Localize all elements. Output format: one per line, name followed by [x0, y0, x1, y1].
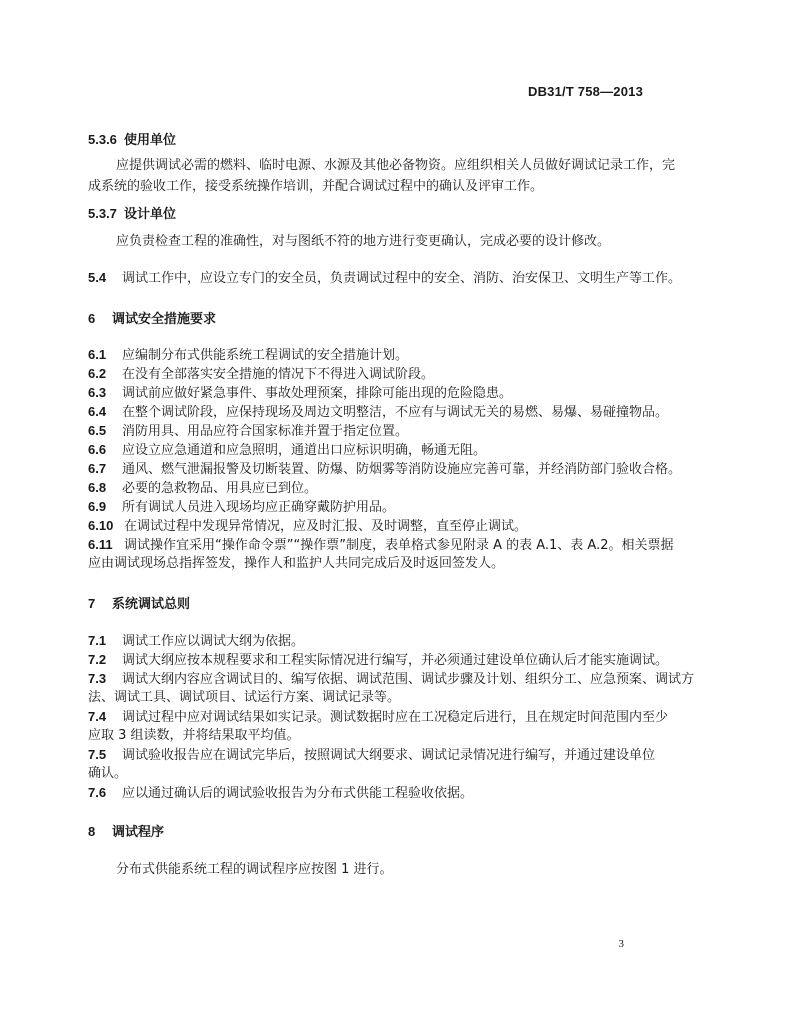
clause-text: 调试过程中应对调试结果如实记录。测试数据时应在工况稳定后进行，且在规定时间范围内至少	[122, 710, 669, 725]
clause-7-3-continuation: 法、调试工具、调试项目、试运行方案、调试记录等。	[88, 690, 401, 705]
clause-6-11-continuation: 应由调试现场总指挥签发，操作人和监护人共同完成后及时返回签发人。	[88, 556, 505, 571]
clause-7-1	[88, 633, 304, 650]
clause-text: 调试验收报告应在调试完毕后，按照调试大纲要求、调试记录情况进行编写，并通过建设单位	[122, 748, 656, 763]
clause-number: 5.4	[88, 270, 107, 285]
clause-6-7	[88, 461, 681, 478]
clause-text: 在调试过程中发现异常情况，应及时汇报、及时调整，直至停止调试。	[124, 519, 528, 534]
clause-text: 通风、燃气泄漏报警及切断装置、防爆、防烟雾等消防设施应完善可靠，并经消防部门验收合格。	[122, 462, 682, 477]
chapter-number: 8	[88, 824, 96, 839]
clause-text: 消防用具、用品应符合国家标准并置于指定位置。	[122, 424, 409, 439]
chapter-heading-8	[88, 824, 164, 841]
section-title: 设计单位	[124, 207, 177, 222]
chapter-number: 7	[88, 596, 96, 611]
clause-number: 7.4	[88, 709, 107, 724]
clause-6-3	[88, 385, 512, 402]
clause-number: 7.3	[88, 671, 107, 686]
chapter-heading-6	[88, 311, 216, 328]
clause-7-3	[88, 671, 694, 688]
clause-6-4	[88, 404, 668, 421]
clause-number: 6.3	[88, 385, 107, 400]
clause-number: 7.2	[88, 652, 107, 667]
clause-number: 6.2	[88, 366, 107, 381]
clause-number: 6.5	[88, 423, 107, 438]
clause-text: 所有调试人员进入现场均应正确穿戴防护用品。	[122, 500, 396, 515]
clause-text: 必要的急救物品、用具应已到位。	[122, 481, 318, 496]
paragraph-line: 成系统的验收工作，接受系统操作培训，并配合调试过程中的确认及评审工作。	[88, 179, 544, 194]
clause-6-10	[88, 518, 527, 535]
section-number: 5.3.7	[88, 206, 117, 221]
section-number: 5.3.6	[88, 132, 117, 147]
clause-number: 6.6	[88, 442, 107, 457]
clause-text: 调试大纲应按本规程要求和工程实际情况进行编写，并必须通过建设单位确认后才能实施调试。	[122, 653, 669, 668]
clause-6-9	[88, 499, 395, 516]
clause-7-4-continuation: 应取 3 组读数，并将结果取平均值。	[88, 728, 300, 743]
clause-text: 应以通过确认后的调试验收报告为分布式供能工程验收依据。	[122, 786, 474, 801]
clause-number: 7.1	[88, 633, 107, 648]
section-heading-5-3-6	[88, 132, 176, 149]
section-title: 使用单位	[124, 133, 177, 148]
section-heading-5-3-7	[88, 206, 176, 223]
paragraph-line: 应负责检查工程的准确性，对与图纸不符的地方进行变更确认，完成必要的设计修改。	[116, 234, 611, 249]
page-number: 3	[618, 938, 624, 950]
clause-number: 6.10	[88, 518, 114, 533]
clause-7-4	[88, 709, 668, 726]
chapter-heading-7	[88, 596, 190, 613]
clause-number: 6.4	[88, 404, 107, 419]
clause-7-6	[88, 785, 473, 802]
clause-7-5	[88, 747, 655, 764]
clause-7-2	[88, 652, 668, 669]
clause-text: 调试大纲内容应含调试目的、编写依据、调试范围、调试步骤及计划、组织分工、应急预案、调试方	[122, 672, 695, 687]
clause-number: 6.7	[88, 461, 107, 476]
clause-text: 应设立应急通道和应急照明，通道出口应标识明确，畅通无阻。	[122, 443, 487, 458]
clause-number: 6.9	[88, 499, 107, 514]
clause-number: 6.11	[88, 537, 113, 552]
paragraph-line: 分布式供能系统工程的调试程序应按图 1 进行。	[116, 862, 393, 877]
clause-6-5	[88, 423, 408, 440]
clause-number: 7.6	[88, 785, 107, 800]
clause-text: 在没有全部落实安全措施的情况下不得进入调试阶段。	[122, 367, 435, 382]
chapter-number: 6	[88, 311, 96, 326]
clause-5-4	[88, 270, 681, 287]
clause-7-5-continuation: 确认。	[88, 766, 128, 781]
clause-number: 6.1	[88, 347, 107, 362]
clause-text: 在整个调试阶段，应保持现场及周边文明整洁，不应有与调试无关的易燃、易爆、易碰撞物品。	[122, 405, 669, 420]
clause-text: 调试前应做好紧急事件、事故处理预案，排除可能出现的危险隐患。	[122, 386, 513, 401]
chapter-title: 调试安全措施要求	[112, 312, 217, 327]
chapter-title: 系统调试总则	[112, 597, 191, 612]
clause-6-11	[88, 537, 674, 554]
clause-text: 调试操作宜采用“操作命令票”“操作票”制度，表单格式参见附录 A 的表 A.1、表 A.2。相关票据	[124, 538, 674, 553]
clause-text: 调试工作应以调试大纲为依据。	[122, 634, 305, 649]
document-code: DB31/T 758—2013	[527, 84, 643, 99]
clause-number: 7.5	[88, 747, 107, 762]
clause-6-2	[88, 366, 434, 383]
clause-6-8	[88, 480, 317, 497]
clause-number: 6.8	[88, 480, 107, 495]
clause-text: 应编制分布式供能系统工程调试的安全措施计划。	[122, 348, 409, 363]
clause-6-1	[88, 347, 408, 364]
paragraph-line: 应提供调试必需的燃料、临时电源、水源及其他必备物资。应组织相关人员做好调试记录工作，完	[116, 158, 676, 173]
clause-6-6	[88, 442, 486, 459]
chapter-title: 调试程序	[112, 825, 165, 840]
clause-text: 调试工作中，应设立专门的安全员，负责调试过程中的安全、消防、治安保卫、文明生产等工作。	[122, 271, 682, 286]
